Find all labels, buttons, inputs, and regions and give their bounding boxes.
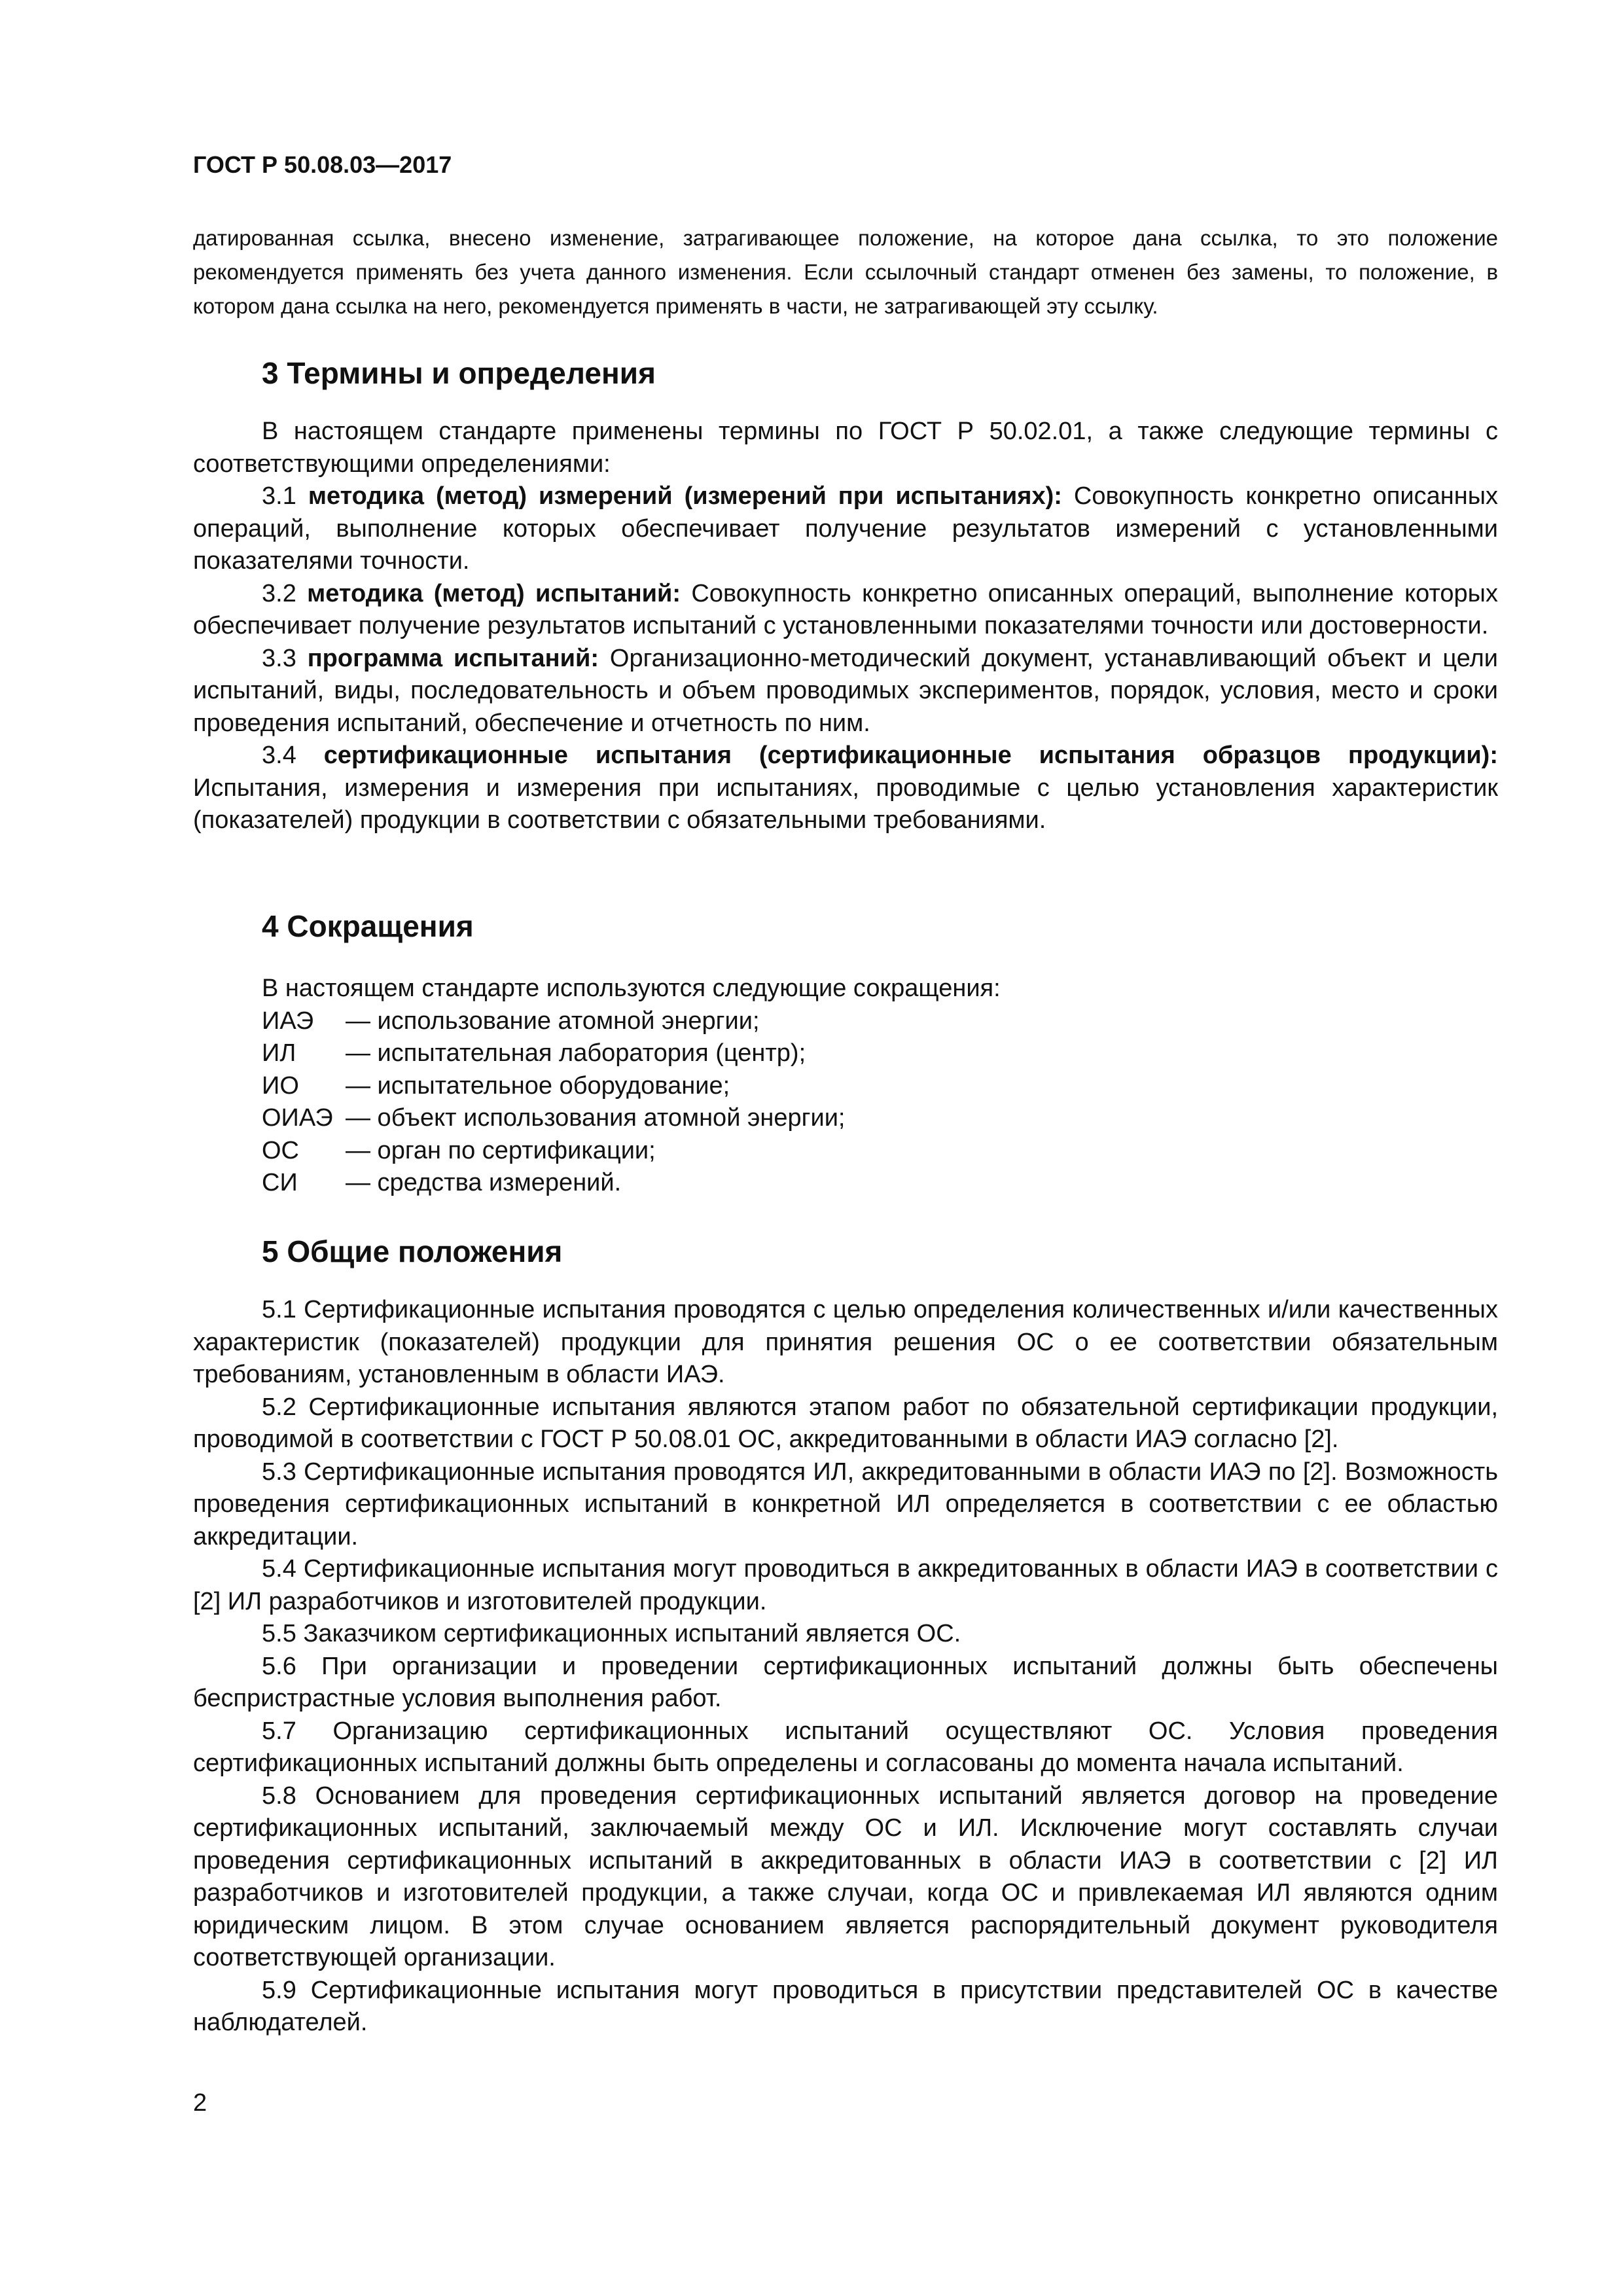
clause-5-8: 5.8 Основанием для проведения сертификационных испытаний является договор на проведение сертификационных испытаний, заключаемый между ОС и ИЛ. Исключение могут составлять случаи проведения сертификационных испытаний в аккредитованных в области ИАЭ в соответствии с [2] ИЛ разработчиков и изготовителей продукции, а также случаи, когда ОС и привлекаемая ИЛ являются одним юридическим лицом. В этом случае основанием является распорядительный документ руководителя соответствующей организации.	[193, 1782, 1498, 1971]
abbreviation-row	[262, 1135, 1001, 1168]
clause-5-1: 5.1 Сертификационные испытания проводятся с целью определения количественных и/или качественных характеристик (показателей) продукции для принятия решения ОС о ее соответствии обязательным требованиям, установленным в области ИАЭ.	[193, 1296, 1498, 1388]
term-name: методика (метод) испытаний:	[307, 579, 681, 607]
term-name: методика (метод) измерений (измерений при испытаниях):	[308, 482, 1062, 510]
abbreviation-meaning: — орган по сертификации;	[346, 1136, 656, 1164]
abbreviation: ОС	[262, 1136, 299, 1164]
section-3-title: 3 Термины и определения	[262, 356, 656, 390]
term-number: 3.2	[262, 579, 296, 607]
abbreviation-row	[262, 1005, 1001, 1038]
term-definition: Совокупность конкретно описанных операций, выполнение которых обеспечивает получение результатов измерений с установленными показателями точности.	[193, 482, 1499, 575]
abbreviations-list	[262, 973, 1001, 1200]
clause-5-7: 5.7 Организацию сертификационных испытаний осуществляют ОС. Условия проведения сертификационных испытаний должны быть определены и согласованы до момента начала испытаний.	[193, 1717, 1498, 1777]
term-3-1	[193, 480, 1498, 578]
abbreviation-row	[262, 1070, 1001, 1103]
document-header: ГОСТ Р 50.08.03—2017	[193, 151, 452, 178]
term-number: 3.3	[262, 644, 296, 672]
clause-5-6: 5.6 При организации и проведении сертификационных испытаний должны быть обеспечены беспристрастные условия выполнения работ.	[193, 1652, 1498, 1712]
intro-paragraph: датированная ссылка, внесено изменение, затрагивающее положение, на которое дана ссылка, то это положение рекомендуется применять без учета данного изменения. Если ссылочный стандарт отменен без замены, то положение, в котором дана ссылка на него, рекомендуется применять в части, не затрагивающей эту ссылку.	[193, 226, 1498, 318]
clause-5-2: 5.2 Сертификационные испытания являются этапом работ по обязательной сертификации продукции, проводимой в соответствии с ГОСТ Р 50.08.01 ОС, аккредитованными в области ИАЭ согласно [2].	[193, 1393, 1498, 1453]
clause-5-5: 5.5 Заказчиком сертификационных испытаний является ОС.	[262, 1620, 961, 1647]
abbreviation-meaning: — испытательная лаборатория (центр);	[346, 1039, 806, 1067]
term-3-4	[193, 740, 1498, 837]
section-3-intro: В настоящем стандарте применены термины по ГОСТ Р 50.02.01, а также следующие термины с соответствующими определениями:	[193, 418, 1498, 478]
abbreviation-row	[262, 1037, 1001, 1070]
abbreviation-row	[262, 1102, 1001, 1135]
abbreviation: ИАЭ	[262, 1007, 314, 1035]
abbreviation-meaning: — использование атомной энергии;	[346, 1007, 760, 1035]
section-5-title: 5 Общие положения	[262, 1234, 563, 1268]
abbreviation: ИЛ	[262, 1039, 296, 1067]
term-3-3	[193, 643, 1498, 740]
abbreviation: СИ	[262, 1169, 298, 1196]
term-3-2	[193, 578, 1498, 643]
term-number: 3.4	[262, 742, 296, 769]
section-4-title: 4 Сокращения	[262, 909, 474, 943]
abbreviation: ОИАЭ	[262, 1104, 333, 1132]
section-3-body	[193, 416, 1498, 837]
section-5-body	[193, 1294, 1498, 2039]
abbreviation-row	[262, 1167, 1001, 1200]
clause-5-9: 5.9 Сертификационные испытания могут проводиться в присутствии представителей ОС в качестве наблюдателей.	[193, 1976, 1498, 2036]
abbreviation: ИО	[262, 1071, 299, 1100]
term-number: 3.1	[262, 482, 296, 510]
clause-5-4: 5.4 Сертификационные испытания могут проводиться в аккредитованных в области ИАЭ в соответствии с [2] ИЛ разработчиков и изготовителей продукции.	[193, 1555, 1498, 1615]
abbreviation-meaning: — средства измерений.	[346, 1169, 622, 1196]
term-name: программа испытаний:	[307, 644, 599, 672]
abbreviation-meaning: — объект использования атомной энергии;	[346, 1104, 846, 1132]
term-name: сертификационные испытания (сертификационные испытания образцов продукции):	[323, 742, 1498, 769]
term-definition: Испытания, измерения и измерения при испытаниях, проводимые с целью установления характеристик (показателей) продукции в соответствии с обязательными требованиями.	[193, 774, 1498, 834]
term-definition: Совокупность конкретно описанных операций, выполнение которых обеспечивает получение результатов испытаний с установленными показателями точности или достоверности.	[193, 579, 1498, 639]
clause-5-3: 5.3 Сертификационные испытания проводятся ИЛ, аккредитованными в области ИАЭ по [2]. Возможность проведения сертификационных испытаний в конкретной ИЛ определяется в соответствии с ее областью аккредитации.	[193, 1458, 1498, 1551]
abbreviation-meaning: — испытательное оборудование;	[346, 1071, 730, 1100]
page-number: 2	[193, 2089, 207, 2117]
term-definition: Организационно-методический документ, устанавливающий объект и цели испытаний, виды, последовательность и объем проводимых экспериментов, порядок, условия, место и сроки проведения испытаний, обеспечение и отчетность по ним.	[193, 644, 1498, 737]
section-4-intro: В настоящем стандарте используются следующие сокращения:	[262, 975, 1001, 1002]
